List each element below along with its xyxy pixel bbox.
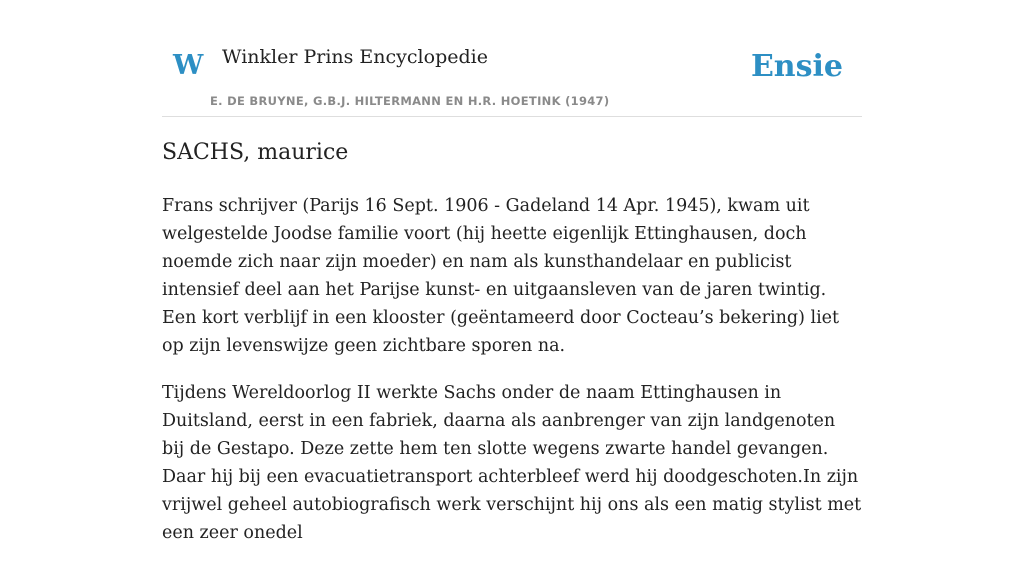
- entry-body: [162, 192, 862, 566]
- encyclopedia-title[interactable]: Winkler Prins Encyclopedie: [222, 46, 488, 68]
- entry-title: SACHS, maurice: [162, 140, 349, 165]
- paragraph-1: Frans schrijver (Parijs 16 Sept. 1906 - Gadeland 14 Apr. 1945), kwam uit welgestelde Joodse familie voort (hij heette eigenlijk Ettinghausen, doch noemde zich naar zijn moeder) en nam als kunsthandelaar en publicist intensief deel aan het Parijse kunst- en uitgaansleven van de jaren twintig. Een kort verblijf in een klooster (geëntameerd door Cocteau’s bekering) liet op zijn levenswijze geen zichtbare sporen na.: [162, 196, 840, 356]
- brand-logo[interactable]: Ensie: [750, 49, 843, 84]
- paragraph-2: Tijdens Wereldoorlog II werkte Sachs onder de naam Ettinghausen in Duitsland, eerst in een fabriek, daarna als aanbrenger van zijn landgenoten bij de Gestapo. Deze zette hem ten slotte wegens zwarte handel gevangen. Daar hij bij een evacuatietransport achterbleef werd hij doodgeschoten.In zijn vrijwel geheel autobiografisch werk verschijnt hij ons als een matig stylist met een zeer onedel: [162, 383, 862, 543]
- site-header: [162, 0, 862, 117]
- authors-line: E. DE BRUYNE, G.B.J. HILTERMANN EN H.R. HOETINK (1947): [210, 94, 610, 108]
- logo-w[interactable]: W: [173, 50, 204, 81]
